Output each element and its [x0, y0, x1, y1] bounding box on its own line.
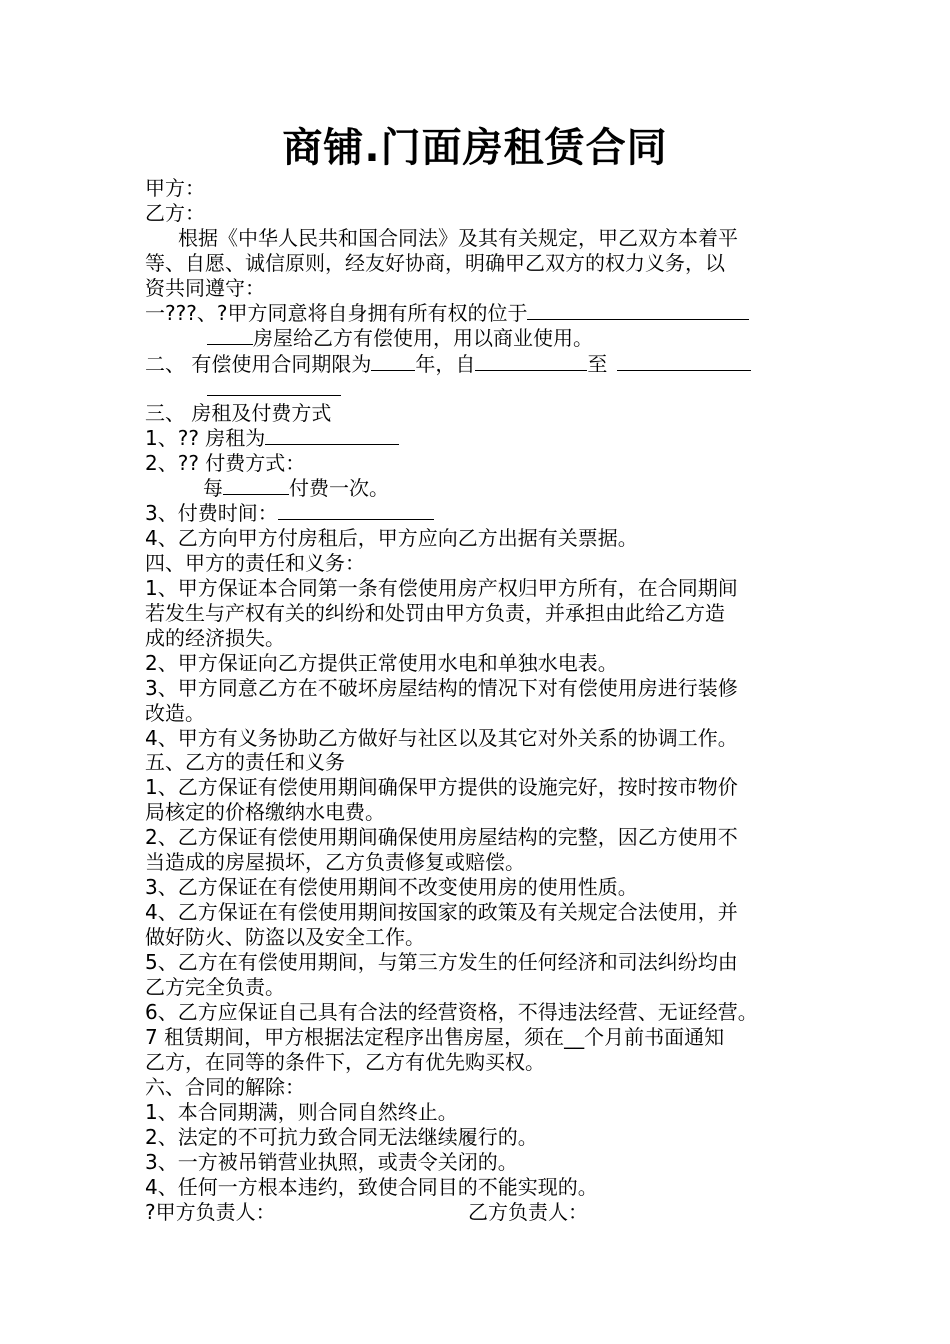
- clause-3-rent: [145, 426, 399, 450]
- rent-label: 1、?? 房租为: [145, 426, 266, 450]
- rent-blank[interactable]: [265, 426, 399, 445]
- clause-1-line-2: [207, 326, 593, 350]
- clause-4-line-4: 2、甲方保证向乙方提供正常使用水电和单独水电表。: [145, 651, 618, 675]
- clause-4-line-2: 若发生与产权有关的纠纷和处罚由甲方负责，并承担由此给乙方造: [145, 601, 725, 625]
- preamble-line-3: 资共同遵守：: [145, 276, 265, 300]
- preamble-line-1: 根据《中华人民共和国合同法》及其有关规定，甲乙双方本着平: [178, 226, 738, 250]
- location-blank[interactable]: [527, 301, 749, 320]
- clause-2-text-a: 二、 有偿使用合同期限为: [145, 352, 372, 376]
- clause-5-heading: 五、乙方的责任和义务: [145, 750, 345, 774]
- every-label: 每: [203, 476, 223, 500]
- clause-3-receipt: 4、乙方向甲方付房租后，甲方应向乙方出据有关票据。: [145, 526, 638, 550]
- clause-3-every: [203, 476, 389, 500]
- clause-5-line-3: 2、乙方保证有偿使用期间确保使用房屋结构的完整，因乙方使用不: [145, 825, 738, 849]
- end-date-blank[interactable]: [617, 352, 751, 371]
- clause-2-text-c: 至: [587, 352, 608, 376]
- clause-5-line-10: 6、乙方应保证自己具有合法的经营资格，不得违法经营、无证经营。: [145, 1000, 758, 1024]
- clause-2-line-1: [145, 352, 751, 376]
- clause-6-line-1: 1、本合同期满，则合同自然终止。: [145, 1100, 458, 1124]
- clause-6-line-3: 3、一方被吊销营业执照，或责令关闭的。: [145, 1150, 518, 1174]
- start-date-blank[interactable]: [475, 352, 587, 371]
- party-a-signature-label: ?甲方负责人：: [145, 1200, 276, 1224]
- clause-5-line-5: 3、乙方保证在有偿使用期间不改变使用房的使用性质。: [145, 875, 638, 899]
- time-blank[interactable]: [278, 501, 434, 520]
- clause-4-line-7: 4、甲方有义务协助乙方做好与社区以及其它对外关系的协调工作。: [145, 726, 738, 750]
- clause-5-line-4: 当造成的房屋损坏，乙方负责修复或赔偿。: [145, 850, 525, 874]
- clause-1-line-1: [145, 301, 749, 325]
- clause-6-line-2: 2、法定的不可抗力致合同无法继续履行的。: [145, 1125, 538, 1149]
- period-blank[interactable]: [223, 476, 289, 495]
- party-b-signature-label: 乙方负责人：: [468, 1200, 588, 1224]
- clause-4-heading: 四、甲方的责任和义务：: [145, 551, 365, 575]
- clause-6-heading: 六、合同的解除：: [145, 1075, 305, 1099]
- clause-2-text-b: 年，自: [415, 352, 476, 376]
- years-blank[interactable]: [371, 352, 415, 371]
- clause-5-line-1: 1、乙方保证有偿使用期间确保甲方提供的设施完好，按时按市物价: [145, 775, 738, 799]
- clause-5-line-12: 乙方，在同等的条件下，乙方有优先购买权。: [145, 1050, 545, 1074]
- clause-4-line-3: 成的经济损失。: [145, 626, 285, 650]
- party-a-label: 甲方：: [145, 176, 205, 200]
- clause-4-line-1: 1、甲方保证本合同第一条有偿使用房产权归甲方所有，在合同期间: [145, 576, 738, 600]
- location-blank-cont[interactable]: [207, 326, 253, 345]
- every-label-2: 付费一次。: [289, 476, 389, 500]
- preamble-line-2: 等、自愿、诚信原则，经友好协商，明确甲乙双方的权力义务，以: [145, 251, 725, 275]
- clause-5-line-9: 乙方完全负责。: [145, 975, 285, 999]
- clause-4-line-6: 改造。: [145, 701, 205, 725]
- clause-1-text: 一???、?甲方同意将自身拥有所有权的位于: [145, 301, 528, 325]
- clause-2-line-2: [207, 377, 341, 401]
- end-date-blank-cont[interactable]: [207, 377, 341, 396]
- clause-3-time: [145, 501, 434, 525]
- page-title: 商铺.门面房租赁合同: [282, 125, 668, 171]
- clause-3-heading: 三、 房租及付费方式: [145, 401, 332, 425]
- clause-5-line-7: 做好防火、防盗以及安全工作。: [145, 925, 425, 949]
- clause-5-line-11: 7 租赁期间，甲方根据法定程序出售房屋，须在__个月前书面通知: [145, 1025, 725, 1049]
- clause-4-line-5: 3、甲方同意乙方在不破坏房屋结构的情况下对有偿使用房进行装修: [145, 676, 738, 700]
- clause-5-line-6: 4、乙方保证在有偿使用期间按国家的政策及有关规定合法使用，并: [145, 900, 738, 924]
- clause-6-line-4: 4、任何一方根本违约，致使合同目的不能实现的。: [145, 1175, 598, 1199]
- party-b-label: 乙方：: [145, 201, 205, 225]
- clause-1-text-2: 房屋给乙方有偿使用，用以商业使用。: [253, 326, 593, 350]
- clause-5-line-8: 5、乙方在有偿使用期间，与第三方发生的任何经济和司法纠纷均由: [145, 950, 738, 974]
- clause-3-method: 2、?? 付费方式：: [145, 451, 306, 475]
- time-label: 3、付费时间：: [145, 501, 278, 525]
- clause-5-line-2: 局核定的价格缴纳水电费。: [145, 800, 385, 824]
